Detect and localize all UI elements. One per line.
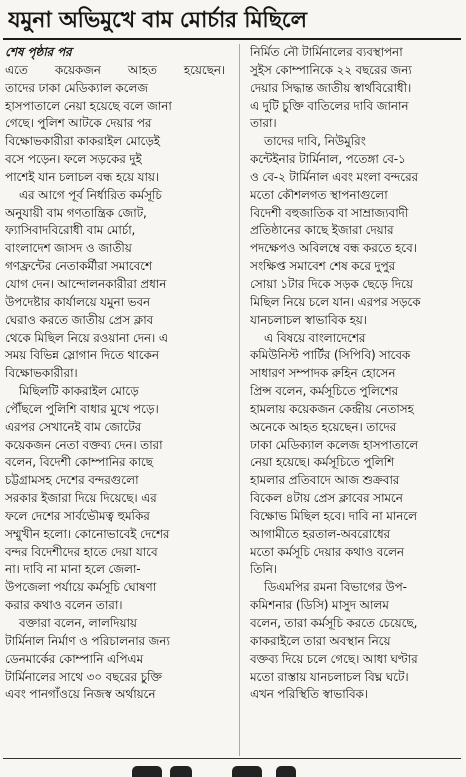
body-line: বক্তব্য দিয়ে চলে গেছে। আধা ঘণ্টার <box>250 651 418 666</box>
body-line: উপজেলা পর্যায়ে কর্মসূচি ঘোষণা <box>5 580 157 595</box>
body-line: বলেন, বিদেশী কোম্পানির কাছে <box>5 455 153 470</box>
body-line: বিক্ষোভ মিছিল হবে। দাবি না মানলে <box>250 508 417 523</box>
body-line: বিক্ষোভকারীরা। <box>5 366 78 381</box>
headline: যমুনা অভিমুখে বাম মোর্চার মিছিলে <box>8 8 307 33</box>
body-line: কন্টেইনার টার্মিনাল, পতেঙ্গা বে-১ <box>250 152 406 167</box>
body-line: যোগ দেন। আন্দোলনকারীরা প্রধান <box>5 276 167 291</box>
body-line: অনুযায়ী বাম গণতান্ত্রিক জোট, <box>5 205 147 220</box>
body-line: পাশেই যান চলাচল বন্ধ হয়ে যায়। <box>5 169 159 184</box>
continued-from-kicker: শেষ পৃষ্ঠার পর <box>5 45 72 59</box>
body-line: এতে কয়েকজন আহত হয়েছেন। <box>5 62 225 77</box>
body-line: বলেন, তারা কর্মসূচি করতে চেয়েছে, <box>250 616 418 630</box>
body-line: সময় বিভিন্ন স্লোগান দিতে থাকেন <box>5 348 159 363</box>
body-line: বাংলাদেশ জাসদ ও জাতীয় <box>5 241 132 256</box>
body-line: সাধারণ সম্পাদক রুহিন হোসেন <box>250 366 396 381</box>
body-line: করার কথাও বলেন তারা। <box>5 598 123 613</box>
body-line: না। দাবি না মানা হলে জেলা- <box>5 562 141 577</box>
body-line: মতো রাস্তায় যানচলাচল বিঘ্ন ঘটে। <box>250 669 409 684</box>
body-line: আগামীতে হরতাল-অবরোধের <box>250 526 390 541</box>
body-line: যানচলাচল স্বাভাবিক হয়। <box>250 312 367 327</box>
body-line: গণফ্রন্টের নেতাকর্মীরা সমাবেশে <box>5 259 152 274</box>
body-line: বক্তারা বলেন, লালদিয়ায় <box>19 616 137 630</box>
body-line: হামলার প্রতিবাদে আজ শুক্রবার <box>250 473 400 488</box>
body-line: গেছে। পুলিশ আটকে দেয়ার পর <box>5 116 152 131</box>
body-line: এ দুটি চুক্তি বাতিলের দাবি জানান <box>250 98 409 113</box>
body-line: ঘেরাও করতে জাতীয় প্রেস ক্লাব <box>5 312 154 327</box>
article-column-left <box>5 44 225 704</box>
body-line: সংক্ষিপ্ত সমাবেশ শেষ করে দুপুর <box>250 259 396 274</box>
body-line: কয়েকজন নেতা বক্তব্য দেন। তারা <box>5 437 163 452</box>
body-line: কমিশনার (ডিসি) মাসুদ আলম <box>250 598 389 613</box>
body-line: এবং পানগাঁওয়ে নিজস্ব অর্থায়নে <box>5 687 156 702</box>
body-line: নির্মিত নৌ টার্মিনালের ব্যবস্থাপনা <box>250 45 403 59</box>
body-line: পদক্ষেপও অবিলম্বে বন্ধ করতে হবে। <box>250 241 417 256</box>
body-line: ডেনমার্কের কোম্পানি এপিএম <box>5 651 143 666</box>
body-line: ফ্যাসিবাদবিরোধী বাম মোর্চা, <box>5 223 136 238</box>
body-line: টার্মিনালের সাথে ৩০ বছরের চুক্তি <box>5 669 162 684</box>
body-line: মিছিল নিয়ে চলে যান। এরপর সড়কে <box>250 294 421 309</box>
next-headline-fragment <box>0 762 466 777</box>
body-line: ও বে-২ টার্মিনাল এবং মংলা বন্দরের <box>250 169 418 184</box>
body-line: উপদেষ্টার কার্যালয়ে যমুনা ভবন <box>5 294 150 309</box>
body-line: এর আগে পূর্ব নির্ধারিত কর্মসূচি <box>19 187 162 202</box>
column-divider <box>239 44 240 756</box>
body-line: ডিএমপির রমনা বিভাগের উপ- <box>264 580 407 595</box>
body-line: প্রতিষ্ঠানের কাছে ইজারা দেয়ার <box>250 223 394 238</box>
body-line: তাদের ঢাকা মেডিক্যাল কলেজ <box>5 80 148 95</box>
body-line: মতো কৌশলগত স্থাপনাগুলো <box>250 187 388 202</box>
body-line: হামলায় কয়েকজন কেন্দ্রীয় নেতাসহ <box>250 401 414 416</box>
body-line: সুইস কোম্পানিকে ২২ বছরের জন্য <box>250 62 412 77</box>
body-line: মতো কর্মসূচি দেয়ার কথাও বলেন <box>250 544 404 559</box>
body-line: টার্মিনাল নির্মাণ ও পরিচালনার জন্য <box>5 633 170 648</box>
body-line: বসে পড়েন। ফলে সড়কের দুই <box>5 152 142 167</box>
body-line: বিক্ষোভকারীরা কাকরাইল মোড়েই <box>5 134 160 149</box>
body-line: মিছিলটি কাকরাইল মোড়ে <box>19 384 139 399</box>
headline-rule <box>3 38 461 40</box>
body-line: সরকার ইজারা দিয়ে দিয়েছে। এর <box>5 491 157 506</box>
body-line: বিকেল ৪টায় প্রেস ক্লাবের সামনে <box>250 491 403 506</box>
body-line: কমিউনিস্ট পার্টির (সিপিবি) সাবেক <box>250 348 411 363</box>
body-line: অনেকে আহত হয়েছেন। তাদের <box>250 419 397 434</box>
body-line: বন্দর বিদেশীদের হাতে দেয়া যাবে <box>5 544 158 559</box>
body-line: এ বিষয়ে বাংলাদেশের <box>264 330 366 345</box>
body-line: চট্টগ্রামসহ দেশের বন্দরগুলো <box>5 473 139 488</box>
body-line: তারা। <box>250 116 277 131</box>
body-line: সম্মুখীন হলো। কোনোভাবেই দেশের <box>5 526 170 541</box>
body-line: পৌঁছলে পুলিশি বাধার মুখে পড়ে। <box>5 401 159 416</box>
bottom-rule <box>3 758 461 759</box>
body-line: বিদেশী বহুজাতিক বা সাম্রাজ্যবাদী <box>250 205 409 220</box>
body-line: ফলে দেশের সার্বভৌমত্ব হুমকির <box>5 508 150 523</box>
body-line: তিনি। <box>250 562 277 577</box>
body-line: তাদের দাবি, নিউমুরিং <box>264 134 366 149</box>
body-line: দেয়ার সিদ্ধান্ত জাতীয় স্বার্থবিরোধী। <box>250 80 412 95</box>
body-line: হাসপাতালে নেয়া হয়েছে বলে জানা <box>5 98 172 113</box>
body-line: থেকে মিছিল নিয়ে রওয়ানা দেন। এ <box>5 330 168 345</box>
article-column-right <box>250 44 466 704</box>
body-line: সোয়া ১টার দিকে সড়ক ছেড়ে দিয়ে <box>250 276 413 291</box>
body-line: এরপর সেখানেই বাম জোটের <box>5 419 142 434</box>
body-line: নেয়া হয়েছে। কর্মসূচিতে পুলিশি <box>250 455 395 470</box>
body-line: প্রিন্স বলেন, কর্মসূচিতে পুলিশের <box>250 384 399 399</box>
body-line: কাকরাইলে তারা অবস্থান নিয়ে <box>250 633 391 648</box>
body-line: ঢাকা মেডিক্যাল কলেজ হাসপাতালে <box>250 437 419 452</box>
body-line: এখন পরিস্থিতি স্বাভাবিক। <box>250 687 368 702</box>
